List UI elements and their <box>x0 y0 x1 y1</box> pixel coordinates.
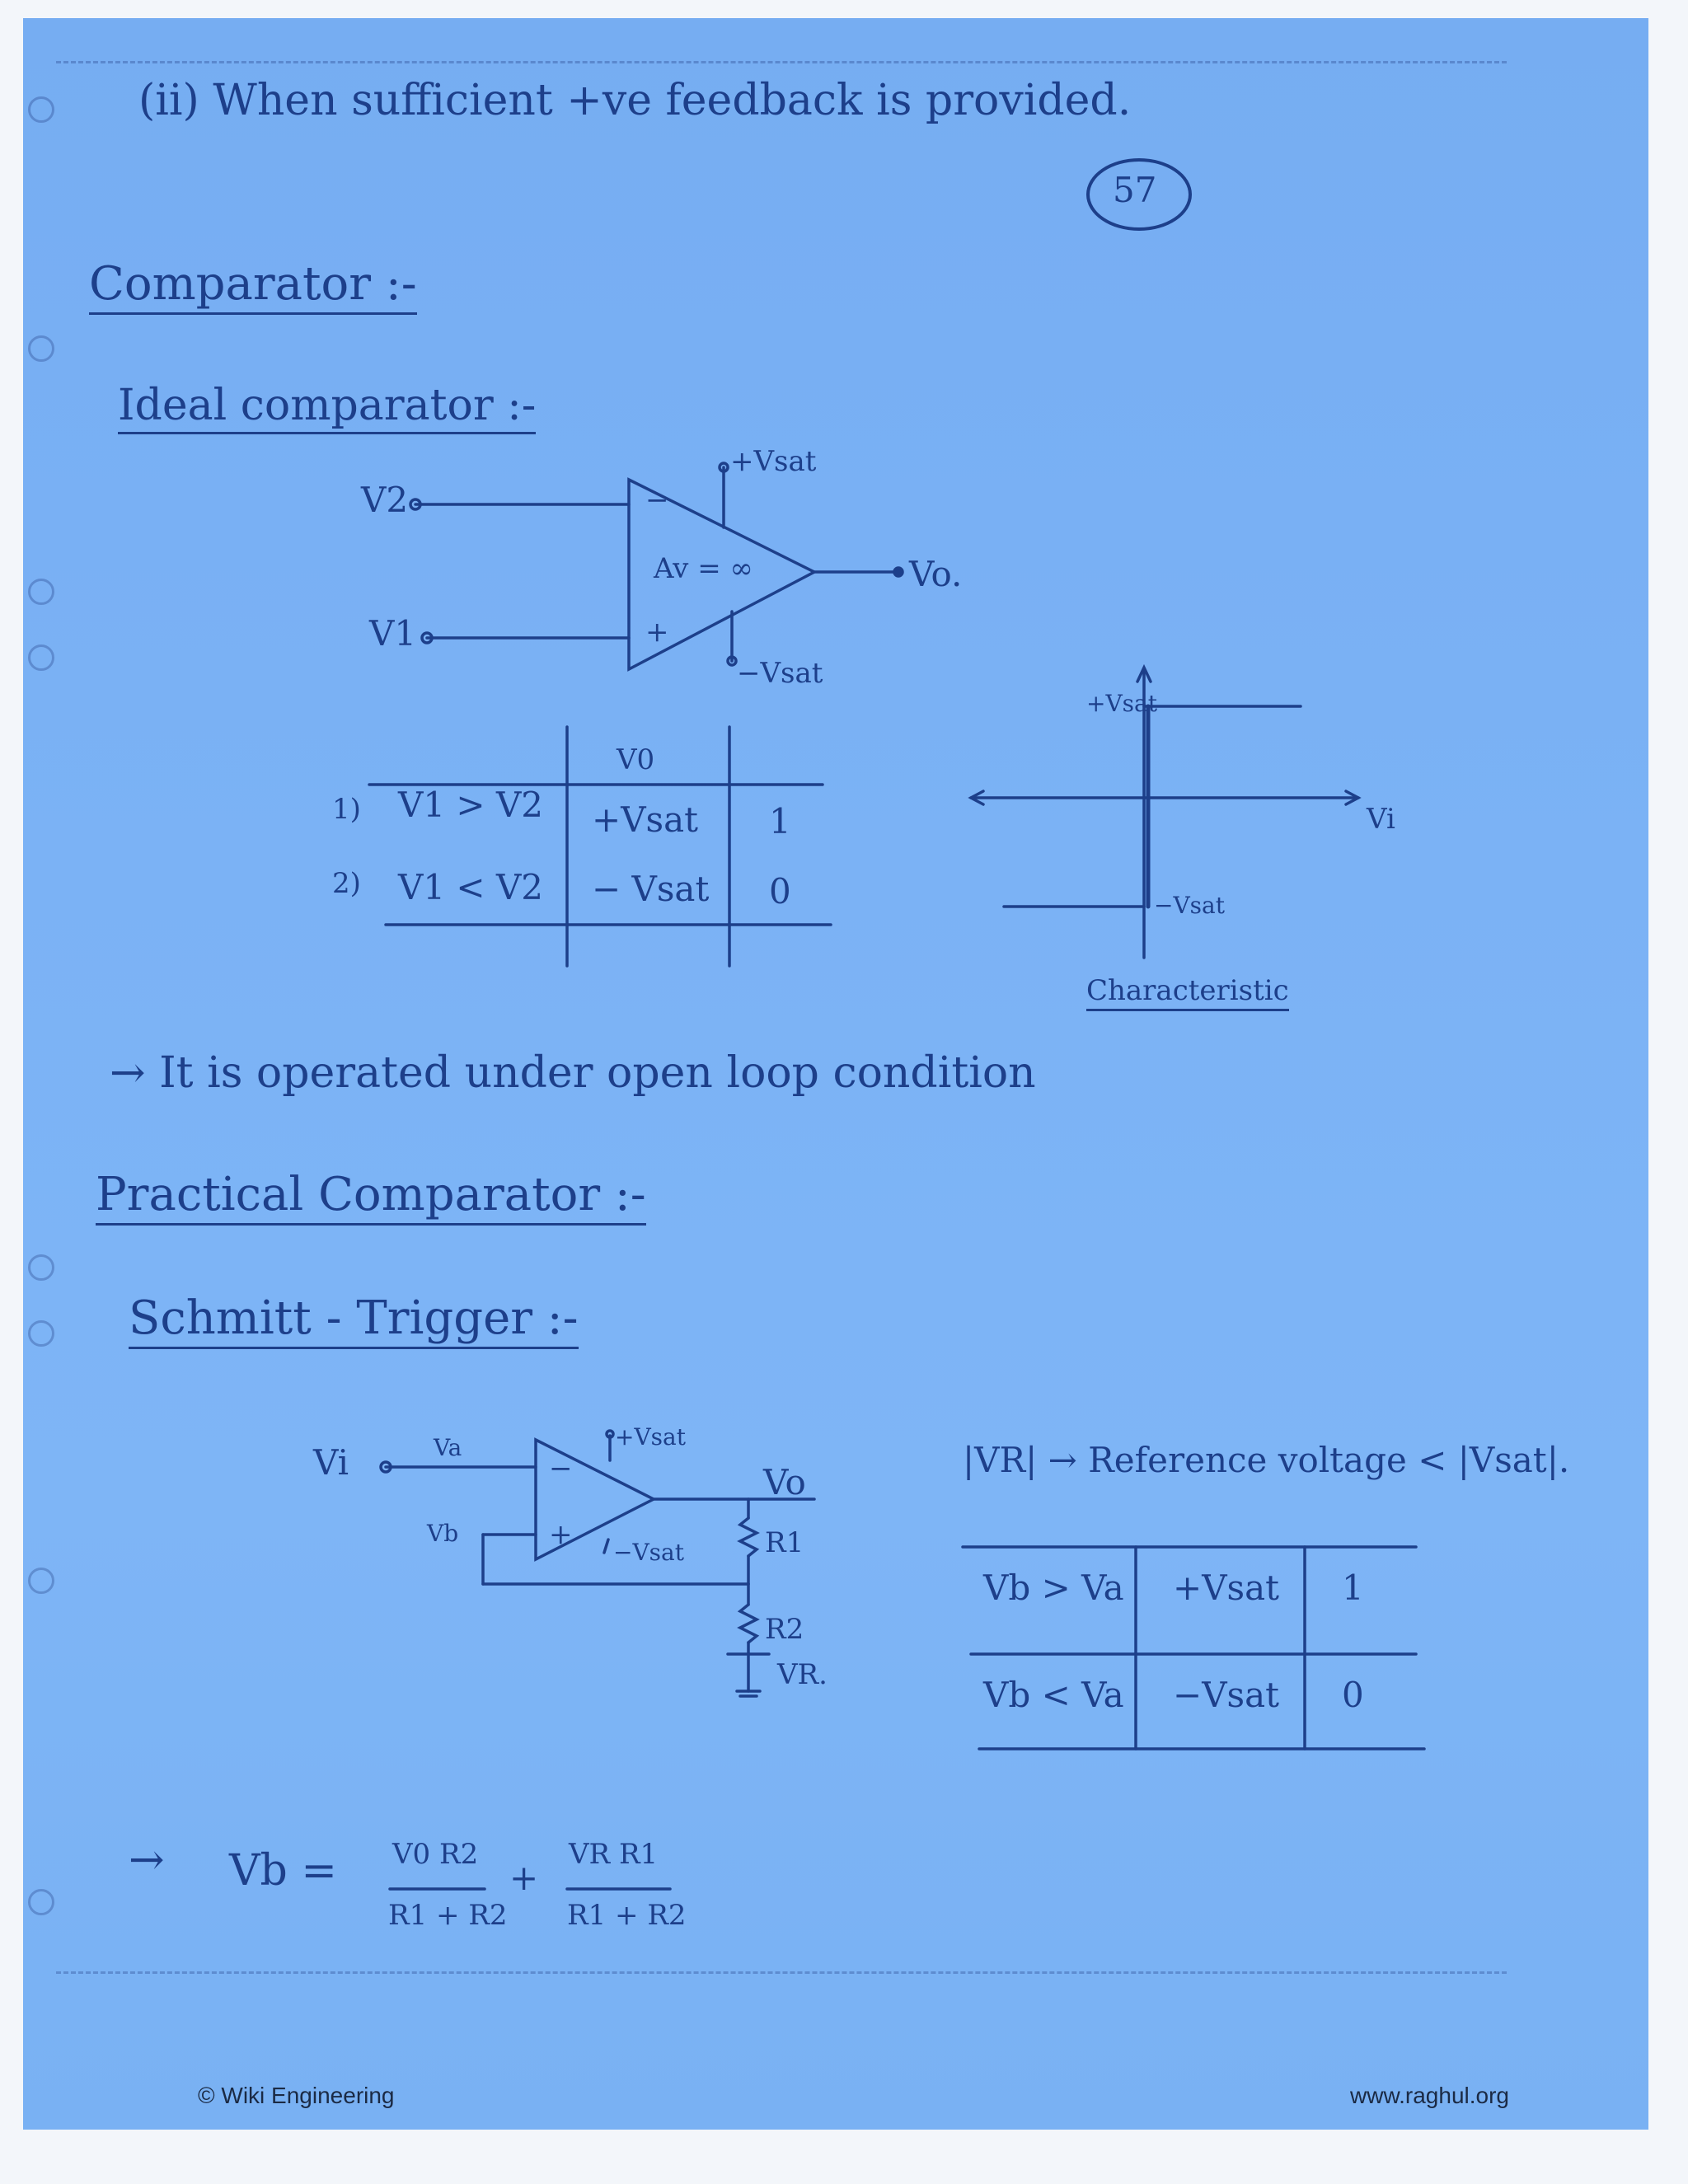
footer-copyright: © Wiki Engineering <box>198 2083 395 2108</box>
practical-comparator-title: Practical Comparator :- <box>96 1168 646 1226</box>
resistor-r1 <box>740 1518 757 1556</box>
ideal-row-2-index: 2) <box>332 867 361 900</box>
schmitt-supply-neg <box>604 1540 608 1553</box>
char-axis-label: Vi <box>1367 803 1395 836</box>
schmitt-row-1-logic: 1 <box>1342 1568 1364 1608</box>
formula-lhs: Vb = <box>229 1846 337 1896</box>
schmitt-label-vr: VR. <box>777 1658 828 1691</box>
label-neg-supply: −Vsat <box>737 657 823 690</box>
label-gain: Av = ∞ <box>654 552 753 585</box>
label-plus: + <box>645 616 669 649</box>
formula-den-1: R1 + R2 <box>388 1899 508 1932</box>
schmitt-label-r2: R2 <box>765 1613 804 1646</box>
schmitt-label-neg-supply: −Vsat <box>613 1539 684 1566</box>
schmitt-label-vi: Vi <box>313 1442 349 1483</box>
ideal-row-2-logic: 0 <box>769 871 791 912</box>
intro-line: (ii) When sufficient +ve feedback is provided. <box>138 76 1132 125</box>
ideal-comparator-title: Ideal comparator :- <box>118 381 536 434</box>
open-loop-note: → It is operated under open loop condition <box>110 1048 1036 1098</box>
char-pos-label: +Vsat <box>1086 690 1157 717</box>
schmitt-label-r1: R1 <box>765 1526 804 1559</box>
ideal-row-1-condition: V1 > V2 <box>398 785 543 825</box>
comparator-title: Comparator :- <box>89 257 417 315</box>
char-neg-label: −Vsat <box>1154 892 1225 919</box>
label-v2: V2 <box>361 480 409 520</box>
page-number: 57 <box>1113 170 1157 210</box>
footer-website[interactable]: www.raghul.org <box>1350 2083 1509 2108</box>
ideal-row-1-logic: 1 <box>769 801 791 841</box>
schmitt-row-2-logic: 0 <box>1342 1675 1364 1715</box>
formula-num-1: V0 R2 <box>392 1838 479 1871</box>
schmitt-trigger-title: Schmitt - Trigger :- <box>129 1291 579 1349</box>
schmitt-label-vb: Vb <box>427 1520 459 1547</box>
notebook-page <box>23 18 1648 2130</box>
label-minus: − <box>645 484 669 517</box>
schmitt-row-2-condition: Vb < Va <box>983 1675 1124 1715</box>
ideal-table-header: V0 <box>617 743 655 776</box>
reference-note: |VR| → Reference voltage < |Vsat|. <box>963 1440 1570 1480</box>
char-caption: Characteristic <box>1086 974 1289 1011</box>
resistor-r2 <box>740 1605 757 1643</box>
schmitt-row-1-condition: Vb > Va <box>983 1568 1124 1608</box>
ideal-row-2-condition: V1 < V2 <box>398 867 543 907</box>
ideal-row-1-index: 1) <box>332 793 361 826</box>
schmitt-label-plus: + <box>549 1518 573 1551</box>
schmitt-label-va: Va <box>434 1434 462 1461</box>
ideal-row-2-output: − Vsat <box>592 869 710 909</box>
schmitt-row-1-output: +Vsat <box>1173 1568 1279 1608</box>
label-output: Vo. <box>909 554 963 594</box>
label-pos-supply: +Vsat <box>730 445 817 478</box>
ideal-row-1-output: +Vsat <box>592 799 698 840</box>
formula-num-2: VR R1 <box>569 1838 659 1871</box>
schmitt-row-2-output: −Vsat <box>1173 1675 1279 1715</box>
formula-den-2: R1 + R2 <box>567 1899 687 1932</box>
label-v1: V1 <box>369 613 417 654</box>
schmitt-label-pos-supply: +Vsat <box>615 1423 686 1451</box>
schmitt-label-vo: Vo <box>763 1462 806 1502</box>
schmitt-label-minus: − <box>549 1452 573 1485</box>
formula-arrow: → <box>129 1835 165 1885</box>
formula-plus: + <box>509 1858 539 1898</box>
